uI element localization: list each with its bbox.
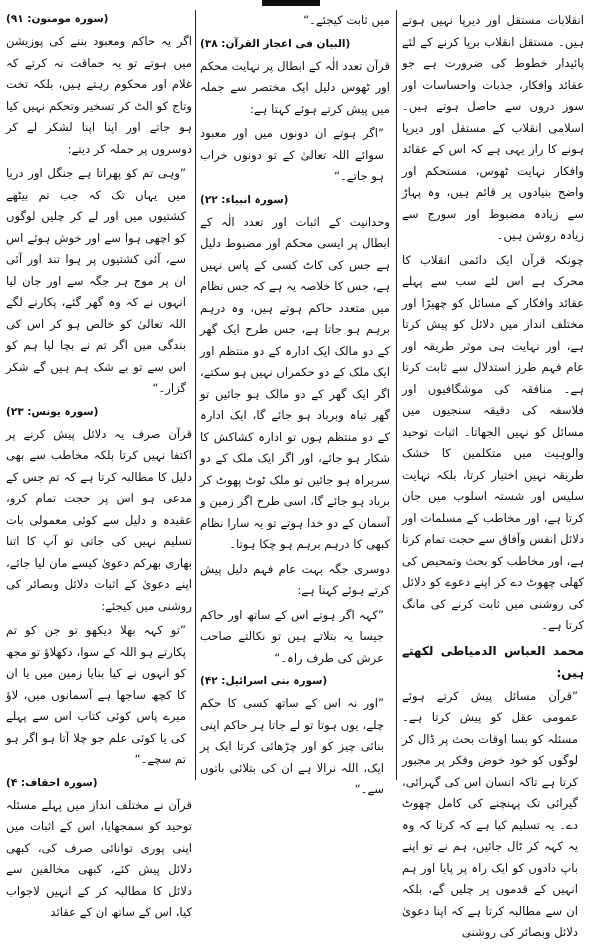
source-reference: (سورہ بنی اسرائیل: ۴۲) bbox=[200, 675, 328, 687]
paragraph: قرآن صرف یہ دلائل پیش کرنے پر اکتفا نہیں کرتا بلکہ مخاطب سے بھی دلیل کا مطالبہ کرتا ہے کہ تم جس کے مدعی ہو اس پر حجت تمام کرو، عقیدہ و دلیل سے کوئی معمولی بات تسلیم نہیں کی جاتی تو آپ کا اتنا بھاری بھرکم دعویٰ کیسے مان لیا جائے، اپنے دعویٰ کے اثبات دلائل وبصائر کی روشنی میں کیجئے: bbox=[6, 426, 192, 613]
source-reference: (سورہ یونس: ۲۳) bbox=[6, 405, 99, 418]
column-right bbox=[402, 10, 584, 939]
source-reference: (سورہ انبیاء: ۲۲) bbox=[200, 193, 289, 206]
quotation: ”اور نہ اس کے ساتھ کسی کا حکم چلے، یوں ہوتا تو لے جاتا ہر حاکم اپنی بنائی چیز کو اور چڑھائی کرتا ایک پر ایک، اللہ نرالا ہے ان کی بتلائی باتوں سے۔“ bbox=[200, 696, 384, 796]
source-reference: (سورہ احقاف: ۴) bbox=[6, 776, 98, 789]
paragraph: اگر یہ حاکم ومعبود بننے کی پوزیشن میں ہوتے تو یہ حماقت نہ کرتے کہ غلام اور محکوم رہتے ہیں، بلکہ تخت وتاج کو الٹ کر تسخیر وتحکم نہیں کیا ہو جاتے اور اپنا اپنا لشکر لے کر دوسروں پر حملہ کر دیتے: bbox=[6, 34, 192, 156]
quote-attribution: محمد العباس الدمیاطی لکھتے ہیں: bbox=[402, 643, 584, 680]
paragraph: میں ثابت کیجئے۔“ bbox=[303, 13, 390, 27]
paragraph: چونکہ قرآن ایک دائمی انقلاب کا محرک ہے اس لئے سب سے پہلے عقائد وافکار کے مسائل کو چھیڑا اور مختلف انداز میں دلائل کو پیش کرتا ہے، اور نہایت ہی موثر طریقہ اور عام فہم طرز استدلال سے ثابت کرتا ہے۔ منافقہ کی موشگافیوں اور فلاسفہ کی دقیقہ سنجیوں میں مسائل کو نہیں الجھاتا۔ اثبات توحید والوہیت میں متکلمین کا خشک طریقہ نہیں اختیار کرتا، بلکہ نہایت سلیس اور شستہ اسلوب میں جان کرتا ہے، اور مخاطب کے مسلمات اور دلائل انفس وآفاق سے حجت تمام کرتا ہے، اور مخاطب کو بحث وتمحیص کی کھلی چھوٹ دے کر اپنے دعوے کو دلائل کی روشنی میں ثابت کرنے کی مانگ کرتا ہے۔ bbox=[402, 252, 584, 632]
paragraph: قرآن نے مختلف انداز میں پہلے مسئلہ توحید کو سمجھایا، اس کے اثبات میں اپنی پوری توانائی صرف کی، کبھی دلائل پیش کئے، کبھی مخالفین سے دلائل کا مطالبہ کر کے انہیں لاجواب کیا، اس کے ساتھ ان کے عقائد bbox=[6, 797, 192, 919]
column-divider bbox=[396, 10, 397, 780]
quotation: ”وہی تم کو پھراتا ہے جنگل اور دریا میں یہاں تک کہ جب تم بیٹھے کشتیوں میں اور لے کر چلیں لوگوں کو اچھی ہوا سے اور خوش ہوئے اس سے، آئی کشتیوں پر ہوا تند اور آئی ان پر موج ہر جگہ سے اور جان لیا انہوں نے کہ وہ گھر گئے، پکارنے لگے اللہ تعالیٰ کو خالص ہو کر اس کی بندگی میں اگر تم نے بچا لیا ہم کو اس سے تو بے شک ہم ہیں گے شکر گزار۔“ bbox=[6, 166, 186, 395]
paragraph: وحدانیت کے اثبات اور تعدد الٰہ کے ابطال پر ایسی محکم اور مضبوط دلیل ہے جس کی کاٹ کسی کے پاس نہیں ہے، جس کا خلاصہ یہ ہے کہ جس نظام میں متعدد حاکم ہوتے ہیں، وہ درہم برہم ہو جاتا ہے، جس طرح ایک گھر کے دو مالک ایک ادارہ کے دو منتظم اور ایک ملک کے دو حکمراں نہیں ہو سکتے، اگر ایک گھر کے دو مالک ہو جائیں تو گھر تباہ وبرباد ہو جائے گا، ایک ادارہ کے دو منتظم ہوں تو ادارہ کشاکش کا شکار ہو جائے، اور اگر ایک ملک کے دو سربراہ ہو جائیں تو ملک ٹوٹ پھوٹ کر برباد ہو جائے گا، اسی طرح اگر زمین و آسمان کے دو خدا ہوتے تو یہ سارا نظام کبھی کا درہم برہم ہو چکا ہوتا۔ bbox=[200, 214, 390, 551]
column-left bbox=[6, 10, 192, 919]
paragraph: قرآن تعدد الٰہ کے ابطال پر نہایت محکم اور ٹھوس دلیل ایک مختصر سے جملہ میں پیش کرتے ہوئے کہتا ہے: bbox=[200, 58, 390, 116]
quotation: ”تو کہہ بھلا دیکھو تو جن کو تم پکارتے ہو اللہ کے سوا، دکھلاؤ تو مجھ کو انہوں نے کیا بنایا زمین میں یا ان کا کچھ ساجھا ہے آسمانوں میں، لاؤ میرے پاس کوئی کتاب اس سے پہلے کی یا کوئی علم جو چلا آتا ہو اگر ہو تم سچے۔“ bbox=[6, 623, 186, 766]
source-reference: (البیان فی اعجاز القرآن: ۳۸) bbox=[200, 37, 351, 50]
column-middle bbox=[200, 10, 390, 796]
paragraph: دوسری جگہ بہت عام فہم دلیل پیش کرتے ہوئے کہتا ہے: bbox=[200, 561, 390, 597]
quotation: ”اگر ہوتے ان دونوں میں اور معبود سوائے اللہ تعالیٰ کے تو دونوں خراب ہو جاتے۔“ bbox=[200, 126, 384, 183]
header-bar-mark bbox=[262, 0, 320, 6]
paragraph: انقلابات مستقل اور دیرپا نہیں ہوتے ہیں۔ مستقل انقلاب برپا کرنے کے لئے پائیدار خطوط کی ضرورت ہے جو عقائد وافکار، جذبات واحساسات اور سوز دروں سے حاصل ہوتے ہیں۔ اسلامی انقلاب کے مستقل اور دیرپا ہونے کا راز یہی ہے کہ اس کے عقائد وافکار نہایت ٹھوس، مستحکم اور واضح بنیادوں پر قائم ہیں، وہ پہاڑ سے زیادہ مضبوط اور سورج سے زیادہ روشن ہیں۔ bbox=[402, 13, 584, 242]
quotation: ”کہہ اگر ہوتے اس کے ساتھ اور حاکم جیسا یہ بتلاتے ہیں تو نکالتے صاحب عرش کی طرف راہ۔“ bbox=[200, 607, 384, 665]
quotation: ”قرآن مسائل پیش کرتے ہوئے عمومی عقل کو پیش کرتا ہے۔ مسئلہ کو بسا اوقات بحث پر ڈال کر لوگوں کو خود خوض وفکر پر مجبور کرتا ہے تاکہ انسان اس کی گہرائی، گیرائی تک پہنچنے کی کامل چھوٹ دے۔ یہ تسلیم کیا ہے کہ کرتا کہ وہ یہ کہہ کر ٹال جائیں، ہم نے تو اپنے باپ دادوں کو ایک راہ پر پایا اور ہم انہیں کے قدموں پر چلیں گے، بلکہ ان سے مطالبہ کرتا ہے کہ اپنا دعویٰ دلائل وبصائر کی روشنی bbox=[402, 688, 578, 939]
source-reference: (سورہ مومنون: ۹۱) bbox=[6, 13, 109, 25]
column-divider bbox=[195, 10, 196, 780]
